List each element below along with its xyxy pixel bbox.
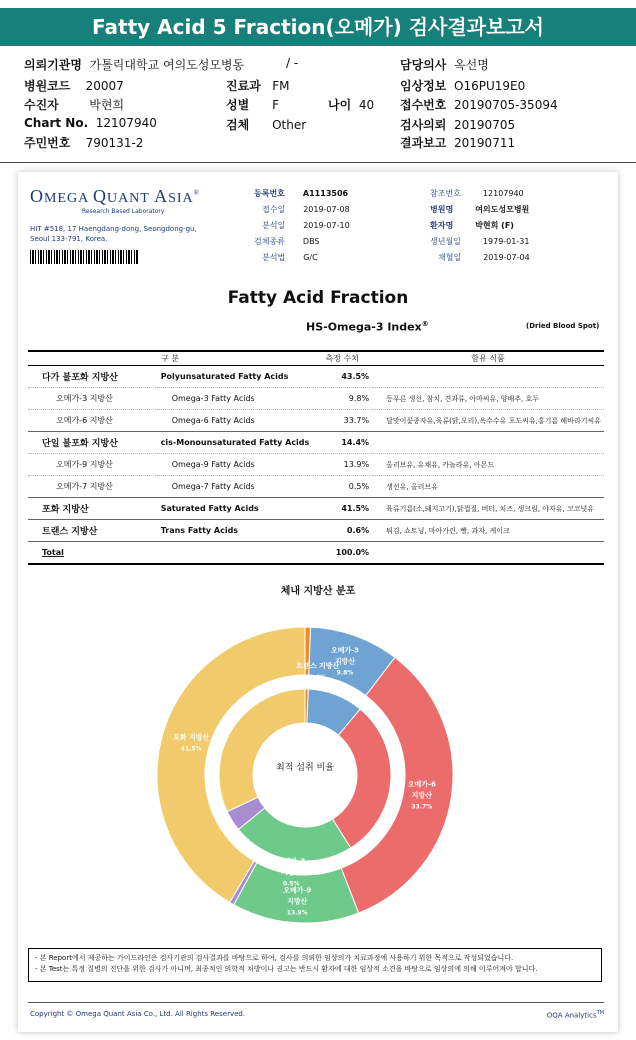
lab-address xyxy=(30,224,230,244)
report-title: Fatty Acid 5 Fraction(오메가) 검사결과보고서 xyxy=(0,8,636,46)
row-english-name: Saturated Fatty Acids xyxy=(158,498,313,520)
meta-registration: 등록번호 A1113506 xyxy=(254,189,349,198)
table-row xyxy=(28,432,604,454)
slice-label: 오메가-6 지방산 33.7% xyxy=(407,780,436,811)
row-value: 0.6% xyxy=(312,520,372,542)
disclaimer-line-2: - 본 Test는 특정 질병의 진단을 위한 검사가 아니며, 최종적인 의학적 처방이나 권고는 반드시 환자에 대한 임상적 소견을 바탕으로 임상의에 의해 이루어져야 합니다. xyxy=(35,965,538,973)
disclaimer-box xyxy=(28,948,602,982)
row-value: 100.0% xyxy=(312,542,372,565)
header-row-patient xyxy=(24,96,124,113)
row-korean-name: 단일 불포화 지방산 xyxy=(28,432,158,454)
table-row xyxy=(28,476,604,498)
row-food-sources xyxy=(372,542,604,565)
row-value: 14.4% xyxy=(312,432,372,454)
meta-dob: 생년월일 1979-01-31 xyxy=(430,237,530,246)
row-english-name: Omega-9 Fatty Acids xyxy=(158,454,313,476)
chart-no-label: Chart No. xyxy=(24,116,89,130)
clinical-info-value: O16PU19E0 xyxy=(454,79,526,93)
meta-analyzed: 분석일 2019-07-10 xyxy=(262,221,350,230)
table-row xyxy=(28,410,604,432)
header-row-age xyxy=(328,96,374,113)
doctor-value: 옥선명 xyxy=(454,58,489,72)
row-value: 41.5% xyxy=(312,498,372,520)
row-korean-name: 포화 지방산 xyxy=(28,498,158,520)
table-row xyxy=(28,520,604,542)
row-food-sources xyxy=(372,366,604,388)
slice-label: 포화 지방산 41.5% xyxy=(173,733,210,753)
barcode xyxy=(30,250,138,264)
slice-label: 오메가-3 지방산 9.8% xyxy=(330,646,360,677)
header-row-department xyxy=(226,77,290,94)
row-food-sources: 등푸른 생선, 참치, 견과류, 아마씨유, 양배추, 호두 xyxy=(372,388,604,410)
row-korean-name: 오메가-9 지방산 xyxy=(28,454,158,476)
document-title: Fatty Acid Fraction xyxy=(227,288,409,308)
header-row-report-date xyxy=(400,134,515,151)
row-english-name: Polyunsaturated Fatty Acids xyxy=(158,366,313,388)
row-english-name: Omega-3 Fatty Acids xyxy=(158,388,313,410)
row-korean-name: Total xyxy=(28,542,158,565)
oqa-analytics-brand: OQA Analytics™ xyxy=(546,1010,604,1020)
request-date-label: 검사의뢰 xyxy=(400,118,447,132)
sample-type-note: (Dried Blood Spot) xyxy=(526,322,600,330)
specimen-label: 검체 xyxy=(226,118,250,132)
row-value: 0.5% xyxy=(312,476,372,498)
report-date-label: 결과보고 xyxy=(400,136,447,150)
hospital-code-label: 병원코드 xyxy=(24,79,71,93)
meta-specimen-type: 검체종류 DBS xyxy=(254,237,320,246)
row-food-sources: 육류기름(소,돼지고기),닭껍질, 버터, 치즈, 생크림, 야자유, 코코넛유 xyxy=(372,498,604,520)
clinical-info-label: 임상정보 xyxy=(400,79,447,93)
table-row xyxy=(28,454,604,476)
fatty-acid-donut-chart xyxy=(18,600,618,940)
patient-value: 박현희 xyxy=(89,98,125,112)
hospital-code-value: 20007 xyxy=(85,79,124,93)
report-page xyxy=(18,172,618,1032)
meta-received: 접수일 2019-07-08 xyxy=(262,205,350,214)
meta-method: 분석법 G/C xyxy=(262,253,318,262)
row-english-name: cis-Monounsaturated Fatty Acids xyxy=(158,432,313,454)
rrn-value: 790131-2 xyxy=(85,136,144,150)
header-food: 함유 식품 xyxy=(372,351,604,366)
inner-slice xyxy=(219,689,305,812)
slice-label: 트랜스 지방산 0.6% xyxy=(296,662,340,682)
disclaimer-line-1: - 본 Report에서 제공하는 가이드라인은 검사기관의 검사결과를 바탕으로 하여, 검사를 의뢰한 임상의가 치료과정에 사용하기 위한 목적으로 작성되었습니다. xyxy=(35,954,514,962)
table-row xyxy=(28,498,604,520)
department-value: FM xyxy=(272,79,290,93)
report-date-value: 20190711 xyxy=(454,136,516,150)
doctor-label: 담당의사 xyxy=(400,58,447,72)
fatty-acid-table xyxy=(28,350,604,565)
slice-label: 오메가-9 지방산 13.9% xyxy=(283,886,312,917)
header-row-clinical-info xyxy=(400,77,525,94)
sex-value: F xyxy=(272,98,279,112)
row-food-sources: 튀김, 쇼트닝, 마아가린, 빵, 과자, 케이크 xyxy=(372,520,604,542)
table-row xyxy=(28,366,604,388)
row-value: 13.9% xyxy=(312,454,372,476)
header-row-hospital-code xyxy=(24,77,124,94)
header-row-rrn xyxy=(24,134,143,151)
row-value: 43.5% xyxy=(312,366,372,388)
table-header-row xyxy=(28,351,604,366)
institution-label: 의뢰기관명 xyxy=(24,58,82,72)
chart-title: 체내 지방산 분포 xyxy=(280,586,356,597)
table-row xyxy=(28,388,604,410)
row-english-name xyxy=(158,542,313,565)
row-korean-name: 오메가-7 지방산 xyxy=(28,476,158,498)
row-korean-name: 오메가-6 지방산 xyxy=(28,410,158,432)
address-line-2: Seoul 133-791, Korea. xyxy=(30,235,108,243)
rrn-label: 주민번호 xyxy=(24,136,71,150)
header-row-sex xyxy=(226,96,279,113)
chart-no-value: 12107940 xyxy=(95,116,157,130)
specimen-value: Other xyxy=(272,118,307,132)
header-row-doctor xyxy=(400,56,489,73)
meta-hospital: 병원명 여의도성모병원 xyxy=(430,205,530,214)
header-row-receipt-no xyxy=(400,96,558,113)
row-korean-name: 트랜스 지방산 xyxy=(28,520,158,542)
age-value: 40 xyxy=(358,98,375,112)
table-row xyxy=(28,542,604,565)
row-korean-name: 오메가-3 지방산 xyxy=(28,388,158,410)
header-category: 구 분 xyxy=(28,351,312,366)
row-korean-name: 다가 불포화 지방산 xyxy=(28,366,158,388)
ward-value: / - xyxy=(286,56,299,70)
patient-label: 수진자 xyxy=(24,98,59,112)
row-food-sources xyxy=(372,432,604,454)
row-value: 9.8% xyxy=(312,388,372,410)
header-divider xyxy=(0,162,636,163)
receipt-no-value: 20190705-35094 xyxy=(454,98,558,112)
slice-label: 오메가-7 지방산 0.5% xyxy=(277,857,306,888)
meta-reference: 참조번호 12107940 xyxy=(430,189,524,198)
logo-subtitle: Research Based Laboratory xyxy=(82,208,165,215)
meta-collection: 채혈일 2019-07-04 xyxy=(438,253,530,262)
copyright-text: Copyright © Omega Quant Asia Co., Ltd. All Rights Reserved. xyxy=(30,1010,246,1018)
row-english-name: Trans Fatty Acids xyxy=(158,520,313,542)
institution-value: 가톨릭대학교 여의도성모병동 xyxy=(89,58,245,72)
sex-label: 성별 xyxy=(226,98,250,112)
omega-quant-asia-logo: OMEGA QUANT ASIA® xyxy=(30,186,200,206)
header-row-request-date xyxy=(400,116,515,133)
row-english-name: Omega-7 Fatty Acids xyxy=(158,476,313,498)
row-food-sources: 달맞이꽃종자유,육류(닭,오리),옥수수유 포도씨유,홍기름 해바라기씨유 xyxy=(372,410,604,432)
row-food-sources: 올리브유, 유채유, 카놀라유, 아몬드 xyxy=(372,454,604,476)
row-food-sources: 생선유, 올리브유 xyxy=(372,476,604,498)
header-value: 측정 수치 xyxy=(312,351,372,366)
header-row-institution xyxy=(24,56,244,73)
header-row-specimen xyxy=(226,116,306,133)
meta-patient: 환자명 박현희 (F) xyxy=(430,221,514,230)
row-english-name: Omega-6 Fatty Acids xyxy=(158,410,313,432)
document-subtitle: HS-Omega-3 Index® xyxy=(306,320,429,334)
department-label: 진료과 xyxy=(226,79,261,93)
age-label: 나이 xyxy=(328,98,352,112)
row-value: 33.7% xyxy=(312,410,372,432)
receipt-no-label: 접수번호 xyxy=(400,98,447,112)
header-row-chart-no xyxy=(24,116,157,130)
request-date-value: 20190705 xyxy=(454,118,516,132)
address-line-1: HIT #518, 17 Haengdang-dong, Seongdong-gu, xyxy=(30,225,197,233)
footer-divider xyxy=(28,1002,604,1003)
center-label: 최적 섭취 비율 xyxy=(276,763,334,773)
